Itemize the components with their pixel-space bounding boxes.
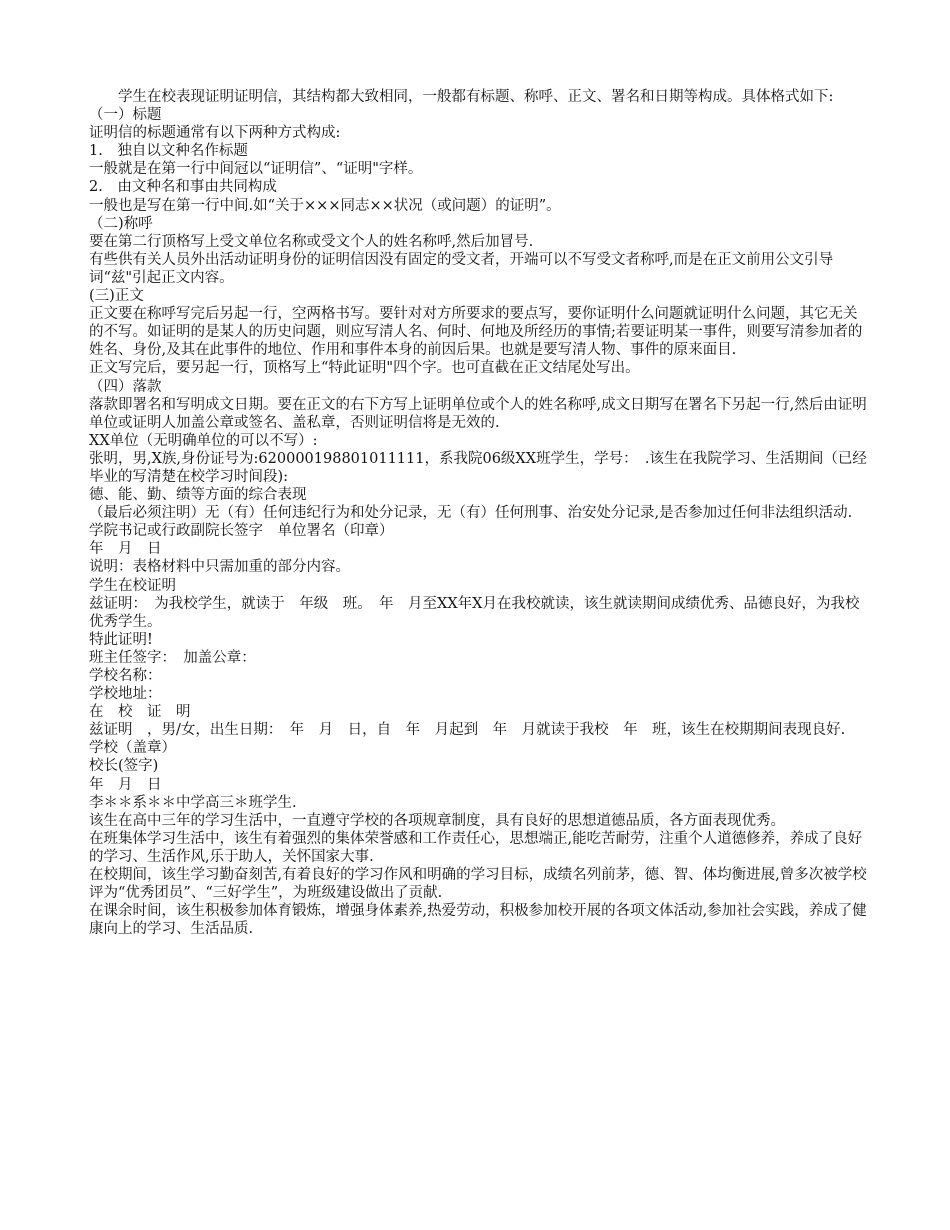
paragraph: 证明信的标题通常有以下两种方式构成:: [89, 125, 341, 142]
sample-line: 德、能、勤、绩等方面的综合表现: [89, 487, 307, 504]
explanation-note: 说明：表格材料中只需加重的部分内容。: [89, 559, 350, 576]
date-line: 年 月 日: [89, 776, 162, 793]
paragraph: 在班集体学习生活中，该生有着强烈的集体荣誉感和工作责任心，思想端正,能吃苦耐劳，注重个人道德修养，养成了良好的学习、生活作风,乐于助人，关怀国家大事.: [89, 830, 863, 865]
sample-body: 张明，男,X族,身份证号为:620000198801011111，系我院06级XX班学生，学号： .该生在我院学习、生活期间（已经毕业的写清楚在校学习时间段):: [89, 450, 867, 485]
sample-addressee: XX单位（无明确单位的可以不写）:: [89, 432, 318, 449]
school-name-field: 学校名称：: [89, 668, 162, 684]
paragraph: 一般就是在第一行中间冠以“证明信”、“证明"字样。: [89, 161, 423, 178]
certificate-closing: 特此证明!: [89, 631, 153, 648]
list-item: 2. 由文种名和事由共同构成: [89, 179, 277, 196]
paragraph: 落款即署名和写明成文日期。要在正文的右下方写上证明单位或个人的姓名称呼,成文日期写在署名下另起一行,然后由证明单位或证明人加盖公章或签名、盖私章，否则证明信将是无效的.: [89, 396, 867, 431]
paragraph: 该生在高中三年的学习生活中，一直遵守学校的各项规章制度，具有良好的思想道德品质，各方面表现优秀。: [89, 812, 785, 829]
sample-date: 年 月 日: [89, 541, 162, 558]
section-heading-body: (三)正文: [89, 288, 144, 305]
certificate-signatures: 班主任签字： 加盖公章：: [89, 649, 256, 666]
paragraph: 要在第二行顶格写上受文单位名称或受文个人的姓名称呼,然后加冒号.: [89, 233, 534, 250]
certificate-body: 兹证明： 为我校学生，就读于 年级 班。 年 月至XX年X月在我校就读，该生就读期间成绩优秀、品德良好，为我校优秀学生。: [89, 595, 860, 630]
school-seal-line: 学校（盖章）: [89, 740, 176, 757]
certificate-title: 学生在校证明: [89, 577, 176, 594]
paragraph: 正文要在称呼写完后另起一行，空两格书写。要针对对方所要求的要点写，要你证明什么问题就证明什么问题，其它无关的不写。如证明的是某人的历史问题，则应写清人名、何时、何地及所经历的事情;若要证明某一事件，则要写清参加者的姓名、身份,及其在此事件的地位、作用和事件本身的前因后果。也就是要写清人物、事件的原来面目.: [89, 306, 863, 359]
sample-signature: 学院书记或行政副院长签字 单位署名（印章）: [89, 523, 394, 540]
section-heading-title: （一）标题: [89, 107, 162, 124]
paragraph: 正文写完后，要另起一行，顶格写上“特此证明"四个字。也可直截在正文结尾处写出。: [89, 360, 640, 377]
school-address-field: 学校地址：: [89, 686, 162, 703]
section-heading-salutation: （二)称呼: [89, 215, 153, 232]
paragraph: 有些供有关人员外出活动证明身份的证明信因没有固定的受文者，开端可以不写受文者称呼,而是在正文前用公文引导词“兹"引起正文内容。: [89, 251, 834, 286]
sample-note: （最后必须注明）无（有）任何违纪行为和处分记录，无（有）任何刑事、治安处分记录,是否参加过任何非法组织活动.: [89, 505, 853, 522]
certificate-body: 兹证明 ，男/女，出生日期： 年 月 日，自 年 月起到 年 月就读于我校 年 班，该生在校期期间表现良好.: [89, 722, 846, 739]
certificate-title: 在 校 证 明: [89, 704, 191, 721]
principal-signature-line: 校长(签字): [89, 758, 159, 775]
paragraph: 一般也是写在第一行中间.如“关于×××同志××状况（或问题）的证明”。: [89, 197, 561, 214]
section-heading-signature: （四）落款: [89, 378, 162, 395]
paragraph: 在课余时间，该生积极参加体育锻炼，增强身体素养,热爱劳动，积极参加校开展的各项文体活动,参加社会实践，养成了健康向上的学习、生活品质.: [89, 903, 867, 938]
student-intro: 李＊＊系＊＊中学高三＊班学生.: [89, 794, 297, 811]
paragraph: 在校期间，该生学习勤奋刻苦,有着良好的学习作风和明确的学习目标，成绩名列前茅，德、智、体均衡进展,曾多次被学校评为“优秀团员”、“三好学生”，为班级建设做出了贡献.: [89, 867, 867, 902]
intro-paragraph: 学生在校表现证明证明信，其结构都大致相同，一般都有标题、称呼、正文、署名和日期等构成。具体格式如下:: [118, 89, 834, 105]
list-item: 1. 独自以文种名作标题: [89, 143, 248, 160]
